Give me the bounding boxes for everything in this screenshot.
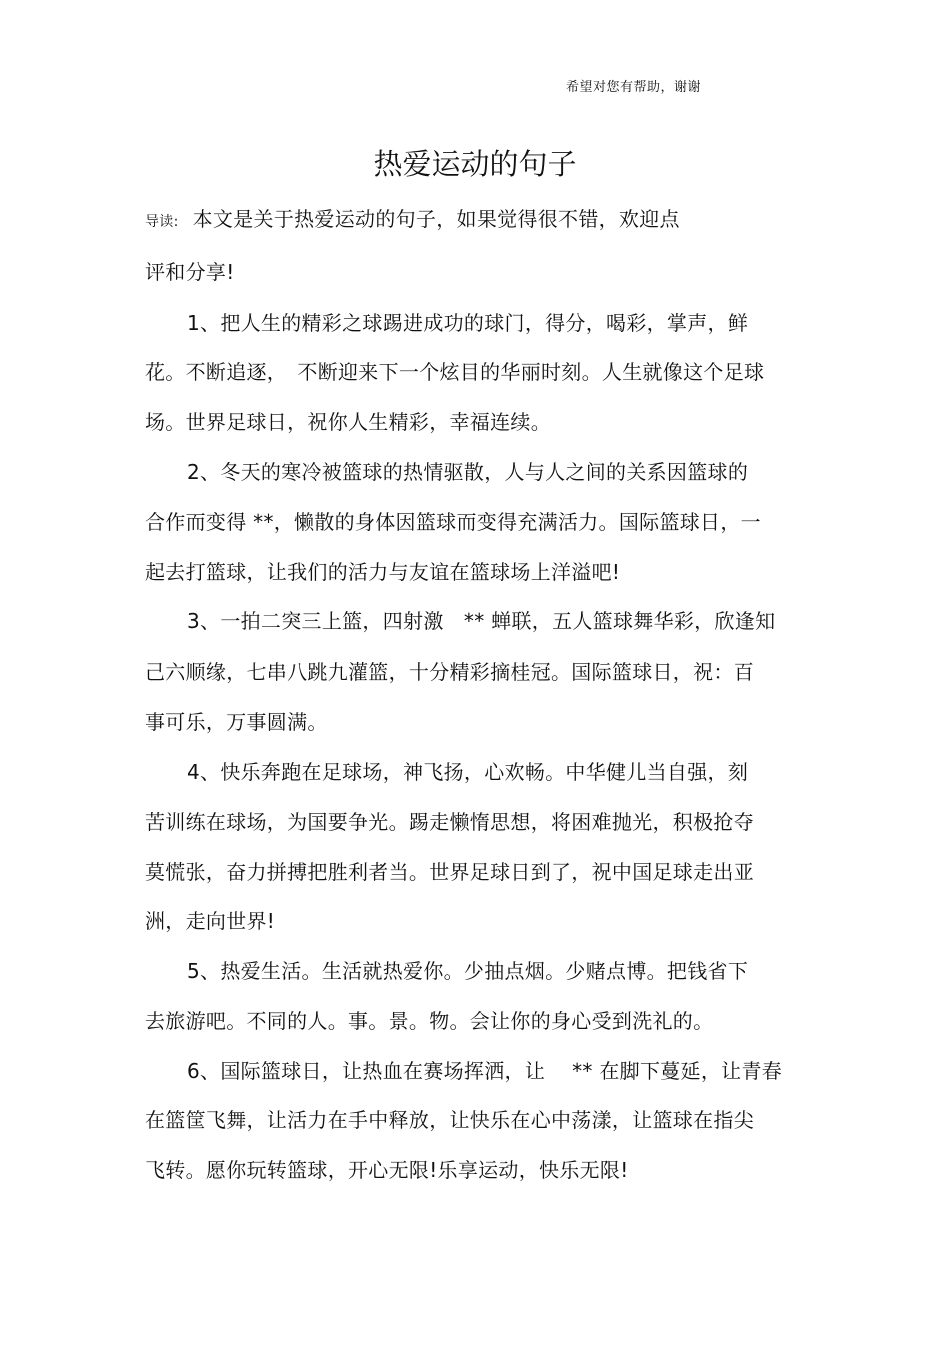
paragraph-line: 事可乐，万事圆满。 [145,710,328,734]
intro-tag: 导读: [145,214,179,230]
paragraph-line: 苦训练在球场，为国要争光。踢走懒惰思想，将困难抛光，积极抢夺 [145,810,754,834]
paragraph-line: 合作而变得 **，懒散的身体因篮球而变得充满活力。国际篮球日，一 [145,510,761,534]
intro-line-1 [145,203,680,232]
paragraph-line: 去旅游吧。不同的人。事。景。物。会让你的身心受到洗礼的。 [145,1009,714,1033]
paragraph-line: 4、快乐奔跑在足球场，神飞扬，心欢畅。中华健儿当自强，刻 [187,760,749,784]
paragraph-line: 在篮筐飞舞，让活力在手中释放，让快乐在心中荡漾，让篮球在指尖 [145,1108,754,1132]
paragraph-line: 莫慌张，奋力拼搏把胜利者当。世界足球日到了，祝中国足球走出亚 [145,860,754,884]
paragraph-line: 3、一拍二突三上篮，四射激 ** 蝉联，五人篮球舞华彩，欣逢知 [187,609,776,633]
paragraph-line: 5、热爱生活。生活就热爱你。少抽点烟。少赌点博。把钱省下 [187,959,749,983]
paragraph-line: 6、国际篮球日，让热血在赛场挥洒，让 ** 在脚下蔓延，让青春 [187,1059,783,1083]
header-note: 希望对您有帮助，谢谢 [566,80,702,95]
paragraph-line: 飞转。愿你玩转篮球，开心无限!乐享运动，快乐无限! [145,1158,629,1182]
paragraph-line: 起去打篮球，让我们的活力与友谊在篮球场上洋溢吧! [145,560,621,584]
paragraph-line: 2、冬天的寒冷被篮球的热情驱散，人与人之间的关系因篮球的 [187,460,749,484]
intro-text-1: 本文是关于热爱运动的句子，如果觉得很不错，欢迎点 [192,207,680,231]
page-title: 热爱运动的句子 [373,147,577,181]
paragraph-line: 1、把人生的精彩之球踢进成功的球门，得分，喝彩，掌声，鲜 [187,311,749,335]
paragraph-line: 花。不断追逐， 不断迎来下一个炫目的华丽时刻。人生就像这个足球 [145,360,765,384]
paragraph-line: 场。世界足球日，祝你人生精彩，幸福连续。 [145,410,551,434]
paragraph-line: 洲，走向世界! [145,909,276,933]
paragraph-line: 己六顺缘，七串八跳九灌篮，十分精彩摘桂冠。国际篮球日，祝：百 [145,660,754,684]
intro-line-2: 评和分享! [145,260,235,284]
